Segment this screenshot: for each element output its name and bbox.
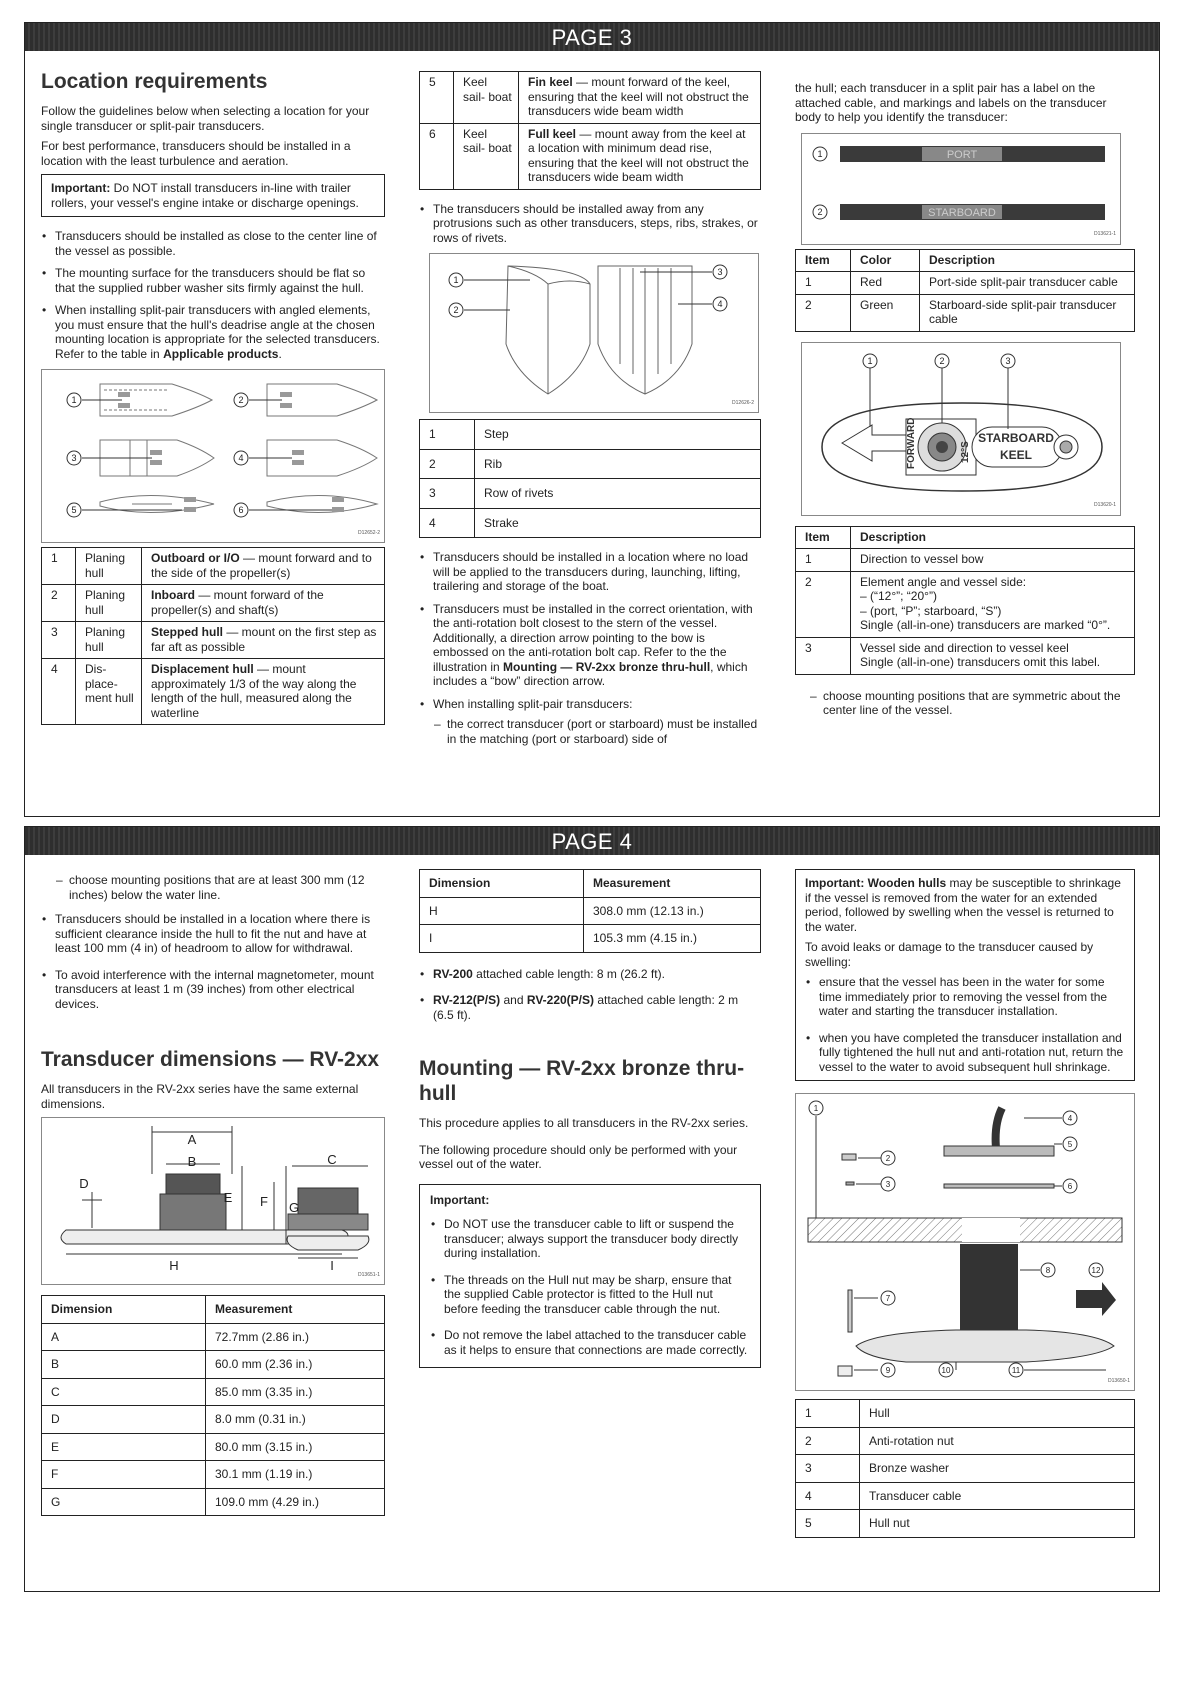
table-row: D 8.0 mm (0.31 in.) bbox=[42, 1406, 385, 1434]
bullet-rv212-rv220: • RV-212(P/S) and RV-220(P/S) attached cable length: 2 m (6.5 ft). bbox=[433, 993, 761, 1022]
figure-id: D13620-1 bbox=[1094, 502, 1116, 508]
table-row: 3 Vessel side and direction to vessel keel Single (all-in-one) transducers omit this label. bbox=[796, 637, 1135, 674]
figure-id: D13650-1 bbox=[1108, 1377, 1130, 1384]
page-3-header: PAGE 3 bbox=[25, 23, 1159, 51]
hull-callout: 5 bbox=[71, 505, 77, 515]
table-row: F 30.1 mm (1.19 in.) bbox=[42, 1461, 385, 1489]
table-header-row: Dimension Measurement bbox=[42, 1296, 385, 1324]
mount-callout: 11 bbox=[1011, 1366, 1021, 1375]
swelling-bullet-1: • ensure that the vessel has been in the water for some time immediately prior to removing the vessel from the water and starting the transducer installation. bbox=[819, 975, 1125, 1019]
mounting-exploded-figure bbox=[795, 1093, 1135, 1391]
protrusions-figure bbox=[429, 253, 759, 413]
table-row: A 72.7mm (2.86 in.) bbox=[42, 1323, 385, 1351]
cable-labels-figure bbox=[801, 133, 1121, 245]
depth-subitem bbox=[41, 873, 385, 902]
dash-symmetric: – choose mounting positions that are symmetric about the center line of the vessel. bbox=[823, 689, 1135, 718]
cable-color-table bbox=[795, 249, 1135, 332]
dim-label-d: D bbox=[79, 1176, 89, 1191]
table-row: 5 Keel sail- boat Fin keel — mount forward of the keel, ensuring that the keel will not obstruct the transducers wide beam width bbox=[420, 72, 761, 124]
mount-callout: 3 bbox=[885, 1180, 891, 1189]
transducer-dimensions-title: Transducer dimensions — RV-2xx bbox=[41, 1048, 380, 1071]
hull-callout: 3 bbox=[71, 453, 77, 463]
important-list bbox=[430, 1217, 750, 1357]
table-row: 2 Element angle and vessel side: – (“12°”; “20°”) – (port, “P”; starboard, “S”) Single (all-in-one) transducers are marked “0°”. bbox=[796, 571, 1135, 637]
important-cable-lift: • Do NOT use the transducer cable to lift or suspend the transducer; always support the transducer body directly during installation. bbox=[444, 1217, 750, 1261]
transducer-body-figure bbox=[801, 342, 1121, 516]
protrusion-callout: 2 bbox=[453, 305, 459, 315]
page3-column-1 bbox=[41, 69, 385, 725]
figure-id: D12626-2 bbox=[732, 399, 754, 406]
protrusion-callout: 4 bbox=[717, 299, 723, 309]
cable-callout-2: 2 bbox=[817, 206, 823, 217]
bullet-center-line: • Transducers should be installed as close to the center line of the vessel as possible. bbox=[55, 229, 385, 258]
important-label-retain: • Do not remove the label attached to the transducer cable as it helps to ensure that connections are made correctly. bbox=[444, 1328, 750, 1357]
location-bullets bbox=[41, 229, 385, 361]
hull-callout: 6 bbox=[238, 505, 244, 515]
dim-label-h: H bbox=[169, 1258, 179, 1273]
table-row: 2 Green Starboard-side split-pair transducer cable bbox=[796, 294, 1135, 331]
bullet-no-load: • Transducers should be installed in a location where no load will be applied to the transducers during, launching, lifting, trailering and storage of the boat. bbox=[433, 550, 761, 594]
dim-label-b: B bbox=[187, 1154, 197, 1169]
mount-callout: 12 bbox=[1091, 1266, 1101, 1275]
important-box-wooden: Important: Wooden hulls may be susceptible to shrinkage if the vessel is removed from the water for an extended period, followed by swelling when the vessel is returned to the water. To avoid leaks or damage to the transducer caused by swelling: • ensure that the vessel has been in the water for some time immediately prior to removing the vessel from the water and starting the transducer installation. • when you have completed the transducer installation and fully tightened the hull nut and anti-rotation nut, return the vessel to the water to avoid subsequent hull shrinkage. bbox=[795, 869, 1135, 1081]
body-markings-table bbox=[795, 526, 1135, 675]
table-row: 3 Bronze washer bbox=[796, 1455, 1135, 1483]
split-pair-subitems bbox=[419, 717, 761, 746]
table-header-row: Item Description bbox=[796, 526, 1135, 549]
swelling-list bbox=[805, 975, 1125, 1074]
body-callout-2: 2 bbox=[939, 355, 945, 366]
mounting-legend-table bbox=[795, 1399, 1135, 1538]
table-row: 1 Direction to vessel bow bbox=[796, 549, 1135, 572]
mount-callout: 7 bbox=[885, 1294, 891, 1303]
dim-label-f: F bbox=[260, 1194, 268, 1209]
dim-label-i: I bbox=[330, 1258, 334, 1273]
mount-callout: 2 bbox=[885, 1154, 891, 1163]
table-row: E 80.0 mm (3.15 in.) bbox=[42, 1433, 385, 1461]
page-4-header: PAGE 4 bbox=[25, 827, 1159, 855]
split-pair-continued: the hull; each transducer in a split pair has a label on the attached cable, and markings and labels on the transducer body to help you identify the transducer: bbox=[795, 81, 1107, 124]
important-threads: • The threads on the Hull nut may be sharp, ensure that the supplied Cable protector is fitted to the Hull nut before feeding the transducer cable through the nut. bbox=[444, 1273, 750, 1317]
swelling-intro: To avoid leaks or damage to the transducer caused by swelling: bbox=[805, 940, 1094, 969]
forward-label: FORWARD bbox=[906, 417, 917, 469]
table-row: 3 Row of rivets bbox=[420, 479, 761, 509]
mounting-p2: The following procedure should only be performed with your vessel out of the water. bbox=[419, 1142, 738, 1171]
dimensions-figure bbox=[41, 1117, 385, 1285]
table-header-row: Item Color Description bbox=[796, 249, 1135, 272]
dim-label-c: C bbox=[327, 1152, 337, 1167]
hull-callout: 4 bbox=[238, 453, 244, 463]
figure-id: D13621-1 bbox=[1094, 231, 1116, 237]
important-box-inline bbox=[41, 174, 385, 217]
table-row: 1 Planing hull Outboard or I/O — mount forward and to the side of the propeller(s) bbox=[42, 548, 385, 585]
installation-bullets bbox=[419, 550, 761, 711]
symmetric-subitem bbox=[795, 689, 1135, 718]
starboard-label: STARBOARD bbox=[928, 206, 996, 219]
body-callout-1: 1 bbox=[867, 355, 873, 366]
table-row: H 308.0 mm (12.13 in.) bbox=[420, 897, 761, 925]
table-row: 1 Hull bbox=[796, 1400, 1135, 1428]
bullet-split-pair: • When installing split-pair transducers: bbox=[433, 697, 761, 712]
table-row: I 105.3 mm (4.15 in.) bbox=[420, 925, 761, 953]
important-box-mounting bbox=[419, 1184, 761, 1369]
figure-id: D12652-2 bbox=[358, 529, 380, 536]
dash-water-line: – choose mounting positions that are at least 300 mm (12 inches) below the water line. bbox=[69, 873, 385, 902]
table-row: C 85.0 mm (3.35 in.) bbox=[42, 1378, 385, 1406]
table-row: 4 Transducer cable bbox=[796, 1482, 1135, 1510]
page4-column-3 bbox=[795, 869, 1135, 1538]
page3-column-2 bbox=[419, 71, 761, 754]
dim-label-e: E bbox=[223, 1190, 233, 1205]
table-row: 4 Dis- place- ment hull Displacement hull — mount approximately 1/3 of the way along the length of the hull, measured along the waterline bbox=[42, 659, 385, 725]
page4-column-1 bbox=[41, 873, 385, 1516]
mounting-p1: This procedure applies to all transducers in the RV-2xx series. bbox=[419, 1116, 749, 1130]
table-row: 1 Step bbox=[420, 420, 761, 450]
cable-length-bullets bbox=[419, 967, 761, 1023]
mount-callout: 10 bbox=[941, 1366, 951, 1375]
table-row: 1 Red Port-side split-pair transducer cable bbox=[796, 272, 1135, 295]
location-requirements-title: Location requirements bbox=[41, 70, 268, 93]
mount-callout: 1 bbox=[813, 1104, 819, 1113]
mount-callout: 5 bbox=[1067, 1140, 1073, 1149]
bullet-clearance: • Transducers should be installed in a location where there is sufficient clearance inside the hull to fit the nut and have at least 100 mm (4 in) of headroom to allow for withdrawal. bbox=[55, 912, 385, 956]
dimensions-intro: All transducers in the RV-2xx series have the same external dimensions. bbox=[41, 1082, 359, 1111]
bullet-rv200: • RV-200 attached cable length: 8 m (26.2 ft). bbox=[433, 967, 761, 982]
table-row: 5 Hull nut bbox=[796, 1510, 1135, 1538]
keel-label: KEEL bbox=[999, 447, 1033, 462]
mount-callout: 9 bbox=[885, 1366, 891, 1375]
hull-types-figure bbox=[41, 369, 385, 543]
applicable-products-ref: Applicable products bbox=[163, 346, 279, 361]
mounting-title: Mounting — RV-2xx bronze thru-hull bbox=[419, 1057, 745, 1105]
mount-callout: 4 bbox=[1067, 1114, 1073, 1123]
bullet-flat-surface: • The mounting surface for the transducers should be flat so that the supplied rubber washer sits firmly against the hull. bbox=[55, 266, 385, 295]
keel-table bbox=[419, 71, 761, 190]
table-row: 2 Rib bbox=[420, 449, 761, 479]
table-row: 4 Strake bbox=[420, 508, 761, 538]
page-3 bbox=[24, 22, 1160, 817]
important-text: Do NOT install transducers in-line with trailer rollers, your vessel's engine intake or discharge openings. bbox=[51, 181, 359, 210]
table-row: 2 Planing hull Inboard — mount forward of the propeller(s) and shaft(s) bbox=[42, 585, 385, 622]
bullet-protrusions: • The transducers should be installed away from any protrusions such as other transducers, steps, ribs, strakes, or rows of rivets. bbox=[433, 202, 761, 246]
figure-id: D13651-1 bbox=[358, 1271, 380, 1278]
body-callout-3: 3 bbox=[1005, 355, 1011, 366]
table-row: B 60.0 mm (2.36 in.) bbox=[42, 1351, 385, 1379]
clearance-bullets bbox=[41, 912, 385, 1011]
bullet-orientation: • Transducers must be installed in the correct orientation, with the anti-rotation bolt closest to the stern of the vessel. Additionally, a direction arrow pointing to the bow is embossed on the anti-rotation bolt cap. Refer to the the illustration in Mounting — RV-2xx bronze thru-hull, which includes a “bow” direction arrow. bbox=[433, 602, 761, 689]
dim-label-g: G bbox=[288, 1200, 300, 1215]
table-row: G 109.0 mm (4.29 in.) bbox=[42, 1488, 385, 1516]
hull-callout: 2 bbox=[238, 395, 244, 405]
important-label: Important: bbox=[430, 1192, 490, 1207]
table-row: 3 Planing hull Stepped hull — mount on the first step as far aft as possible bbox=[42, 622, 385, 659]
dimensions-table bbox=[41, 1295, 385, 1516]
page4-column-2 bbox=[419, 869, 761, 1368]
dim-label-a: A bbox=[187, 1132, 197, 1147]
hull-type-table bbox=[41, 547, 385, 725]
protrusion-legend-table bbox=[419, 419, 761, 538]
bullet-deadrise: • When installing split-pair transducers with angled elements, you must ensure that the hull's deadrise angle at the chosen mounting location is appropriate for the selected transducers. Refer to the table in Applicable products. bbox=[55, 303, 385, 361]
mounting-ref: Mounting — RV-2xx bronze thru-hull bbox=[503, 659, 711, 674]
mount-callout: 8 bbox=[1045, 1266, 1051, 1275]
page3-column-3 bbox=[795, 81, 1135, 726]
location-intro-1: Follow the guidelines below when selecting a location for your single transducer or split-pair transducers. bbox=[41, 104, 370, 133]
mount-callout: 6 bbox=[1067, 1182, 1073, 1191]
table-header-row: Dimension Measurement bbox=[420, 870, 761, 898]
angle-label: 12°S bbox=[960, 440, 971, 463]
protrusion-bullets bbox=[419, 202, 761, 246]
port-label: PORT bbox=[946, 148, 978, 161]
dash-correct-transducer: – the correct transducer (port or starboard) must be installed in the matching (port or starboard) side of bbox=[447, 717, 761, 746]
protrusion-callout: 1 bbox=[453, 275, 459, 285]
location-intro-2: For best performance, transducers should be installed in a location with the least turbulence and aeration. bbox=[41, 139, 351, 168]
hull-callout: 1 bbox=[71, 395, 77, 405]
swelling-bullet-2: • when you have completed the transducer installation and fully tightened the hull nut and anti-rotation nut, return the vessel to the water to avoid subsequent hull shrinkage. bbox=[819, 1031, 1125, 1075]
table-row: 2 Anti-rotation nut bbox=[796, 1427, 1135, 1455]
bullet-magnetometer: • To avoid interference with the internal magnetometer, mount transducers at least 1 m (39 inches) from other electrical devices. bbox=[55, 968, 385, 1012]
cable-callout-1: 1 bbox=[817, 148, 823, 159]
important-label: Important: bbox=[51, 181, 111, 195]
dimensions-table-continued bbox=[419, 869, 761, 953]
starboard-body-label: STARBOARD bbox=[978, 430, 1054, 445]
page-4 bbox=[24, 826, 1160, 1592]
protrusion-callout: 3 bbox=[717, 267, 723, 277]
table-row: 6 Keel sail- boat Full keel — mount away from the keel at a location with minimum dead rise, ensuring that the keel will not obstruct the transducers wide beam width bbox=[420, 123, 761, 189]
